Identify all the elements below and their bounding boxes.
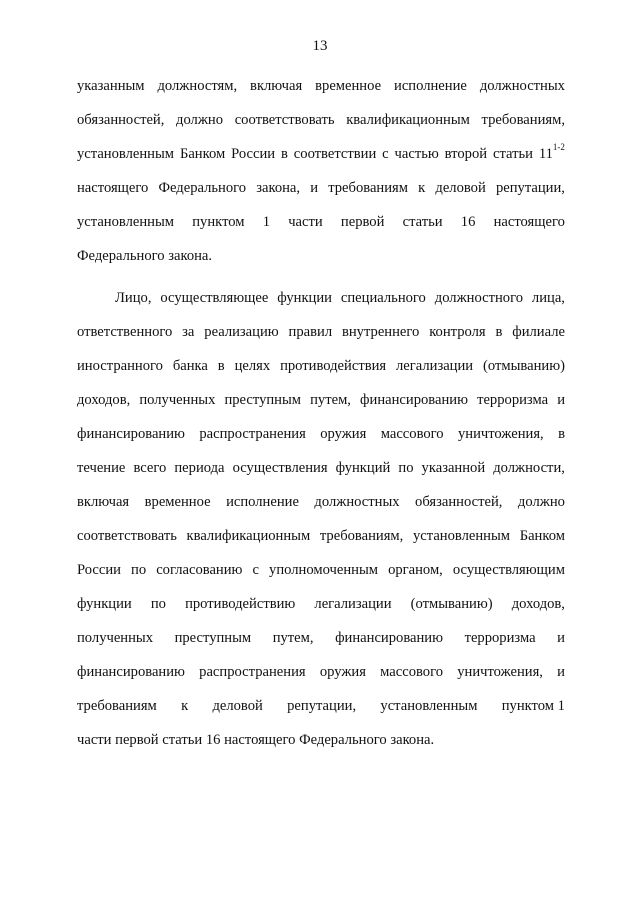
word: обязанностей, — [415, 494, 503, 510]
word: целях — [234, 358, 271, 374]
word: реализацию — [204, 324, 279, 340]
word: течение — [77, 460, 126, 476]
word: массового — [380, 426, 444, 442]
text-line — [77, 621, 565, 655]
word: включая — [77, 494, 130, 510]
word: России — [77, 562, 121, 578]
page-number: 13 — [312, 38, 328, 54]
word: требованиям, — [481, 112, 565, 128]
word: требованиям, — [319, 528, 404, 544]
word: доходов, — [511, 596, 565, 612]
word: терроризма — [477, 392, 549, 408]
word: исполнение — [226, 494, 299, 510]
word: должно — [517, 494, 565, 510]
word: ответственного — [77, 324, 173, 340]
word: по — [150, 596, 166, 612]
word: 11$^{1-2}$ — [538, 142, 565, 162]
word: должности, — [493, 460, 565, 476]
word: противодействия — [280, 358, 387, 374]
text-line — [77, 383, 565, 417]
word: правил — [288, 324, 333, 340]
word: распространения — [199, 426, 306, 442]
text-line — [77, 655, 565, 689]
word: к — [418, 180, 426, 196]
word: частью — [394, 146, 439, 162]
word: доходов, — [77, 392, 131, 408]
word: включая — [250, 78, 303, 94]
word: (отмыванию) — [483, 358, 565, 374]
word: противодействию — [185, 596, 296, 612]
word: функций — [335, 460, 391, 476]
word: закона, — [256, 180, 301, 196]
word: пунктом — [192, 214, 245, 230]
word: иностранного — [77, 358, 163, 374]
word: должно — [176, 112, 224, 128]
word: банка — [172, 358, 208, 374]
word: Лицо, — [115, 290, 152, 306]
word: в — [495, 324, 503, 340]
word: соответствовать — [77, 528, 177, 544]
word: квалификационным — [346, 112, 470, 128]
word: легализации — [396, 358, 474, 374]
word: в — [281, 146, 288, 162]
word: установленным — [412, 528, 511, 544]
superscript: 1-2 — [552, 142, 565, 153]
word: второй — [444, 146, 488, 162]
word: распространения — [199, 664, 306, 680]
word: филиале — [512, 324, 565, 340]
word: финансированию — [335, 630, 444, 646]
text-line — [77, 103, 565, 137]
word: части первой статьи 16 настоящего Федерального закона. — [77, 732, 435, 748]
word: 1 — [262, 214, 271, 230]
word: настоящего — [493, 214, 565, 230]
text-line — [77, 485, 565, 519]
word: преступным — [224, 392, 302, 408]
word: и — [557, 630, 565, 646]
text-line — [77, 587, 565, 621]
word: функции — [77, 596, 132, 612]
word: контроля — [429, 324, 486, 340]
word: указанным — [77, 78, 145, 94]
word: и — [557, 392, 565, 408]
word: и — [557, 664, 565, 680]
word: полученных — [139, 392, 216, 408]
word: Федерального закона. — [77, 248, 213, 264]
text-line — [77, 315, 565, 349]
word: в — [558, 426, 565, 442]
word: должностям, — [157, 78, 238, 94]
paragraph-1 — [77, 69, 565, 273]
word: финансированию — [77, 426, 185, 442]
word: массового — [380, 664, 444, 680]
word: соответствовать — [234, 112, 335, 128]
word: репутации, — [495, 180, 565, 196]
word: уполномоченным — [269, 562, 379, 578]
word: периода — [174, 460, 225, 476]
word: осуществляющее — [160, 290, 269, 306]
text-line — [77, 519, 565, 553]
word: должностных — [314, 494, 400, 510]
word: Федерального — [158, 180, 247, 196]
word: деловой — [212, 698, 263, 714]
word: уничтожения, — [457, 426, 544, 442]
word: преступным — [174, 630, 252, 646]
word: временное — [144, 494, 211, 510]
word: путем, — [310, 392, 351, 408]
word: функции — [277, 290, 332, 306]
text-line — [77, 69, 565, 103]
word: и — [310, 180, 319, 196]
word: лица, — [531, 290, 565, 306]
word: путем, — [272, 630, 314, 646]
word: в — [217, 358, 225, 374]
paragraph-gap — [77, 273, 565, 281]
word: финансированию — [77, 664, 185, 680]
word: временное — [315, 78, 382, 94]
text-line — [77, 281, 565, 315]
word: деловой — [435, 180, 486, 196]
word: всего — [133, 460, 167, 476]
word: репутации, — [287, 698, 357, 714]
paragraph-2 — [77, 281, 565, 757]
document-body — [77, 69, 565, 757]
word: по — [398, 460, 414, 476]
word: первой — [340, 214, 385, 230]
word: с — [252, 562, 259, 578]
word: осуществления — [232, 460, 328, 476]
text-line — [77, 417, 565, 451]
word: установленным — [77, 146, 175, 162]
word: должностного — [434, 290, 524, 306]
text-line — [77, 349, 565, 383]
word: органом, — [388, 562, 443, 578]
word: Банком — [179, 146, 226, 162]
word: соответствии — [293, 146, 377, 162]
word: квалификационным — [186, 528, 311, 544]
word: оружия — [319, 664, 366, 680]
word: по — [131, 562, 147, 578]
text-line — [77, 553, 565, 587]
text-line — [77, 689, 565, 723]
word: должностных — [479, 78, 565, 94]
text-line — [77, 137, 565, 171]
word: финансированию — [360, 392, 468, 408]
text-line — [77, 205, 565, 239]
text-line — [77, 451, 565, 485]
word: Банком — [519, 528, 565, 544]
word: установленным — [77, 214, 175, 230]
text-line — [77, 239, 565, 273]
word: терроризма — [464, 630, 536, 646]
word: с — [382, 146, 389, 162]
word: требованиям — [77, 698, 157, 714]
word: статьи — [402, 214, 443, 230]
word: исполнение — [394, 78, 467, 94]
word: обязанностей, — [77, 112, 165, 128]
text-line — [77, 171, 565, 205]
word: (отмыванию) — [410, 596, 493, 612]
word: России — [231, 146, 276, 162]
word: легализации — [314, 596, 392, 612]
word: требованиям — [328, 180, 408, 196]
word: осуществляющим — [452, 562, 565, 578]
word: за — [182, 324, 195, 340]
word: к — [181, 698, 189, 714]
word: статьи — [492, 146, 533, 162]
word: специального — [340, 290, 426, 306]
word: части — [288, 214, 323, 230]
word: уничтожения, — [457, 664, 543, 680]
word: полученных — [77, 630, 154, 646]
word: настоящего — [77, 180, 149, 196]
text-line — [77, 723, 565, 757]
word: указанной — [421, 460, 486, 476]
word: внутреннего — [341, 324, 420, 340]
word: согласованию — [156, 562, 243, 578]
word: пунктом 1 — [501, 698, 565, 714]
word: установленным — [380, 698, 478, 714]
word: оружия — [320, 426, 367, 442]
word: 16 — [460, 214, 476, 230]
